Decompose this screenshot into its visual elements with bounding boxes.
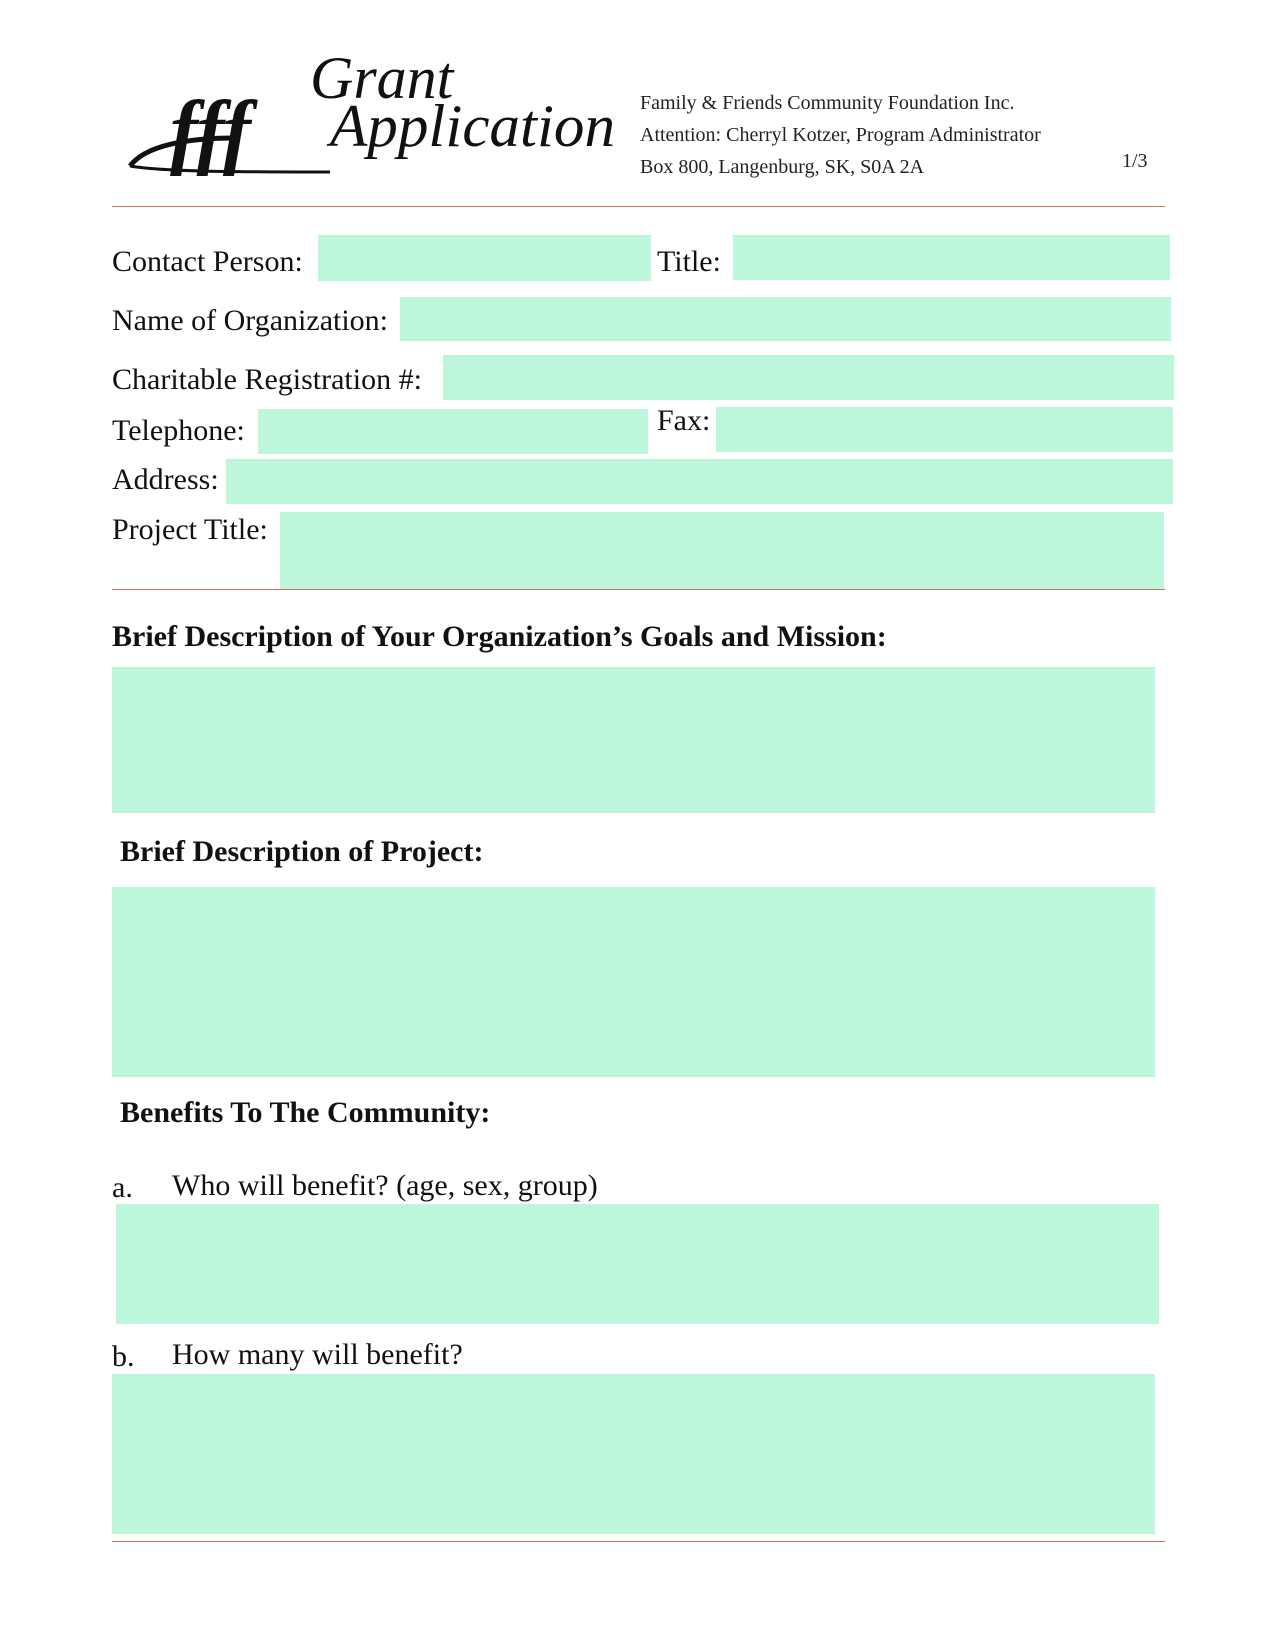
project-description-field[interactable] xyxy=(112,887,1155,1077)
header-divider xyxy=(112,206,1165,207)
telephone-field[interactable] xyxy=(258,409,648,454)
title-label: Title: xyxy=(657,245,721,278)
benefit-a-question: Who will benefit? (age, sex, group) xyxy=(172,1169,598,1202)
project-title-field[interactable] xyxy=(280,512,1164,589)
address-field[interactable] xyxy=(226,459,1173,504)
title-field[interactable] xyxy=(733,235,1170,280)
contact-person-field[interactable] xyxy=(318,235,651,281)
benefit-b-letter: b. xyxy=(112,1340,135,1373)
project-description-heading: Brief Description of Project: xyxy=(120,835,484,868)
org-name: Family & Friends Community Foundation Inc. xyxy=(640,92,1015,114)
project-title-label: Project Title: xyxy=(112,513,268,546)
page-number: 1/3 xyxy=(1122,150,1148,172)
logo-title-line2: Application xyxy=(325,93,615,159)
org-attention: Attention: Cherryl Kotzer, Program Administrator xyxy=(640,124,1041,146)
address-label: Address: xyxy=(112,463,219,496)
goals-mission-field[interactable] xyxy=(112,667,1155,813)
charitable-registration-field[interactable] xyxy=(443,355,1174,400)
benefit-a-field[interactable] xyxy=(116,1204,1159,1324)
telephone-label: Telephone: xyxy=(112,414,245,447)
charitable-registration-label: Charitable Registration #: xyxy=(112,363,422,396)
fax-field[interactable] xyxy=(716,407,1173,452)
benefit-b-field[interactable] xyxy=(112,1374,1155,1534)
organization-field[interactable] xyxy=(400,297,1171,341)
benefits-heading: Benefits To The Community: xyxy=(120,1096,491,1129)
benefit-b-question: How many will benefit? xyxy=(172,1338,463,1371)
contact-divider xyxy=(112,589,1165,590)
logo-title-line1: Grant xyxy=(310,45,454,111)
foundation-logo xyxy=(125,38,625,193)
footer-divider xyxy=(112,1541,1165,1542)
benefit-a-letter: a. xyxy=(112,1171,133,1204)
goals-mission-heading: Brief Description of Your Organization’s Goals and Mission: xyxy=(112,620,887,653)
contact-person-label: Contact Person: xyxy=(112,245,303,278)
fax-label: Fax: xyxy=(657,404,711,437)
organization-label: Name of Organization: xyxy=(112,304,389,337)
org-address: Box 800, Langenburg, SK, S0A 2A xyxy=(640,156,925,178)
logo-letters: fff xyxy=(170,84,251,177)
